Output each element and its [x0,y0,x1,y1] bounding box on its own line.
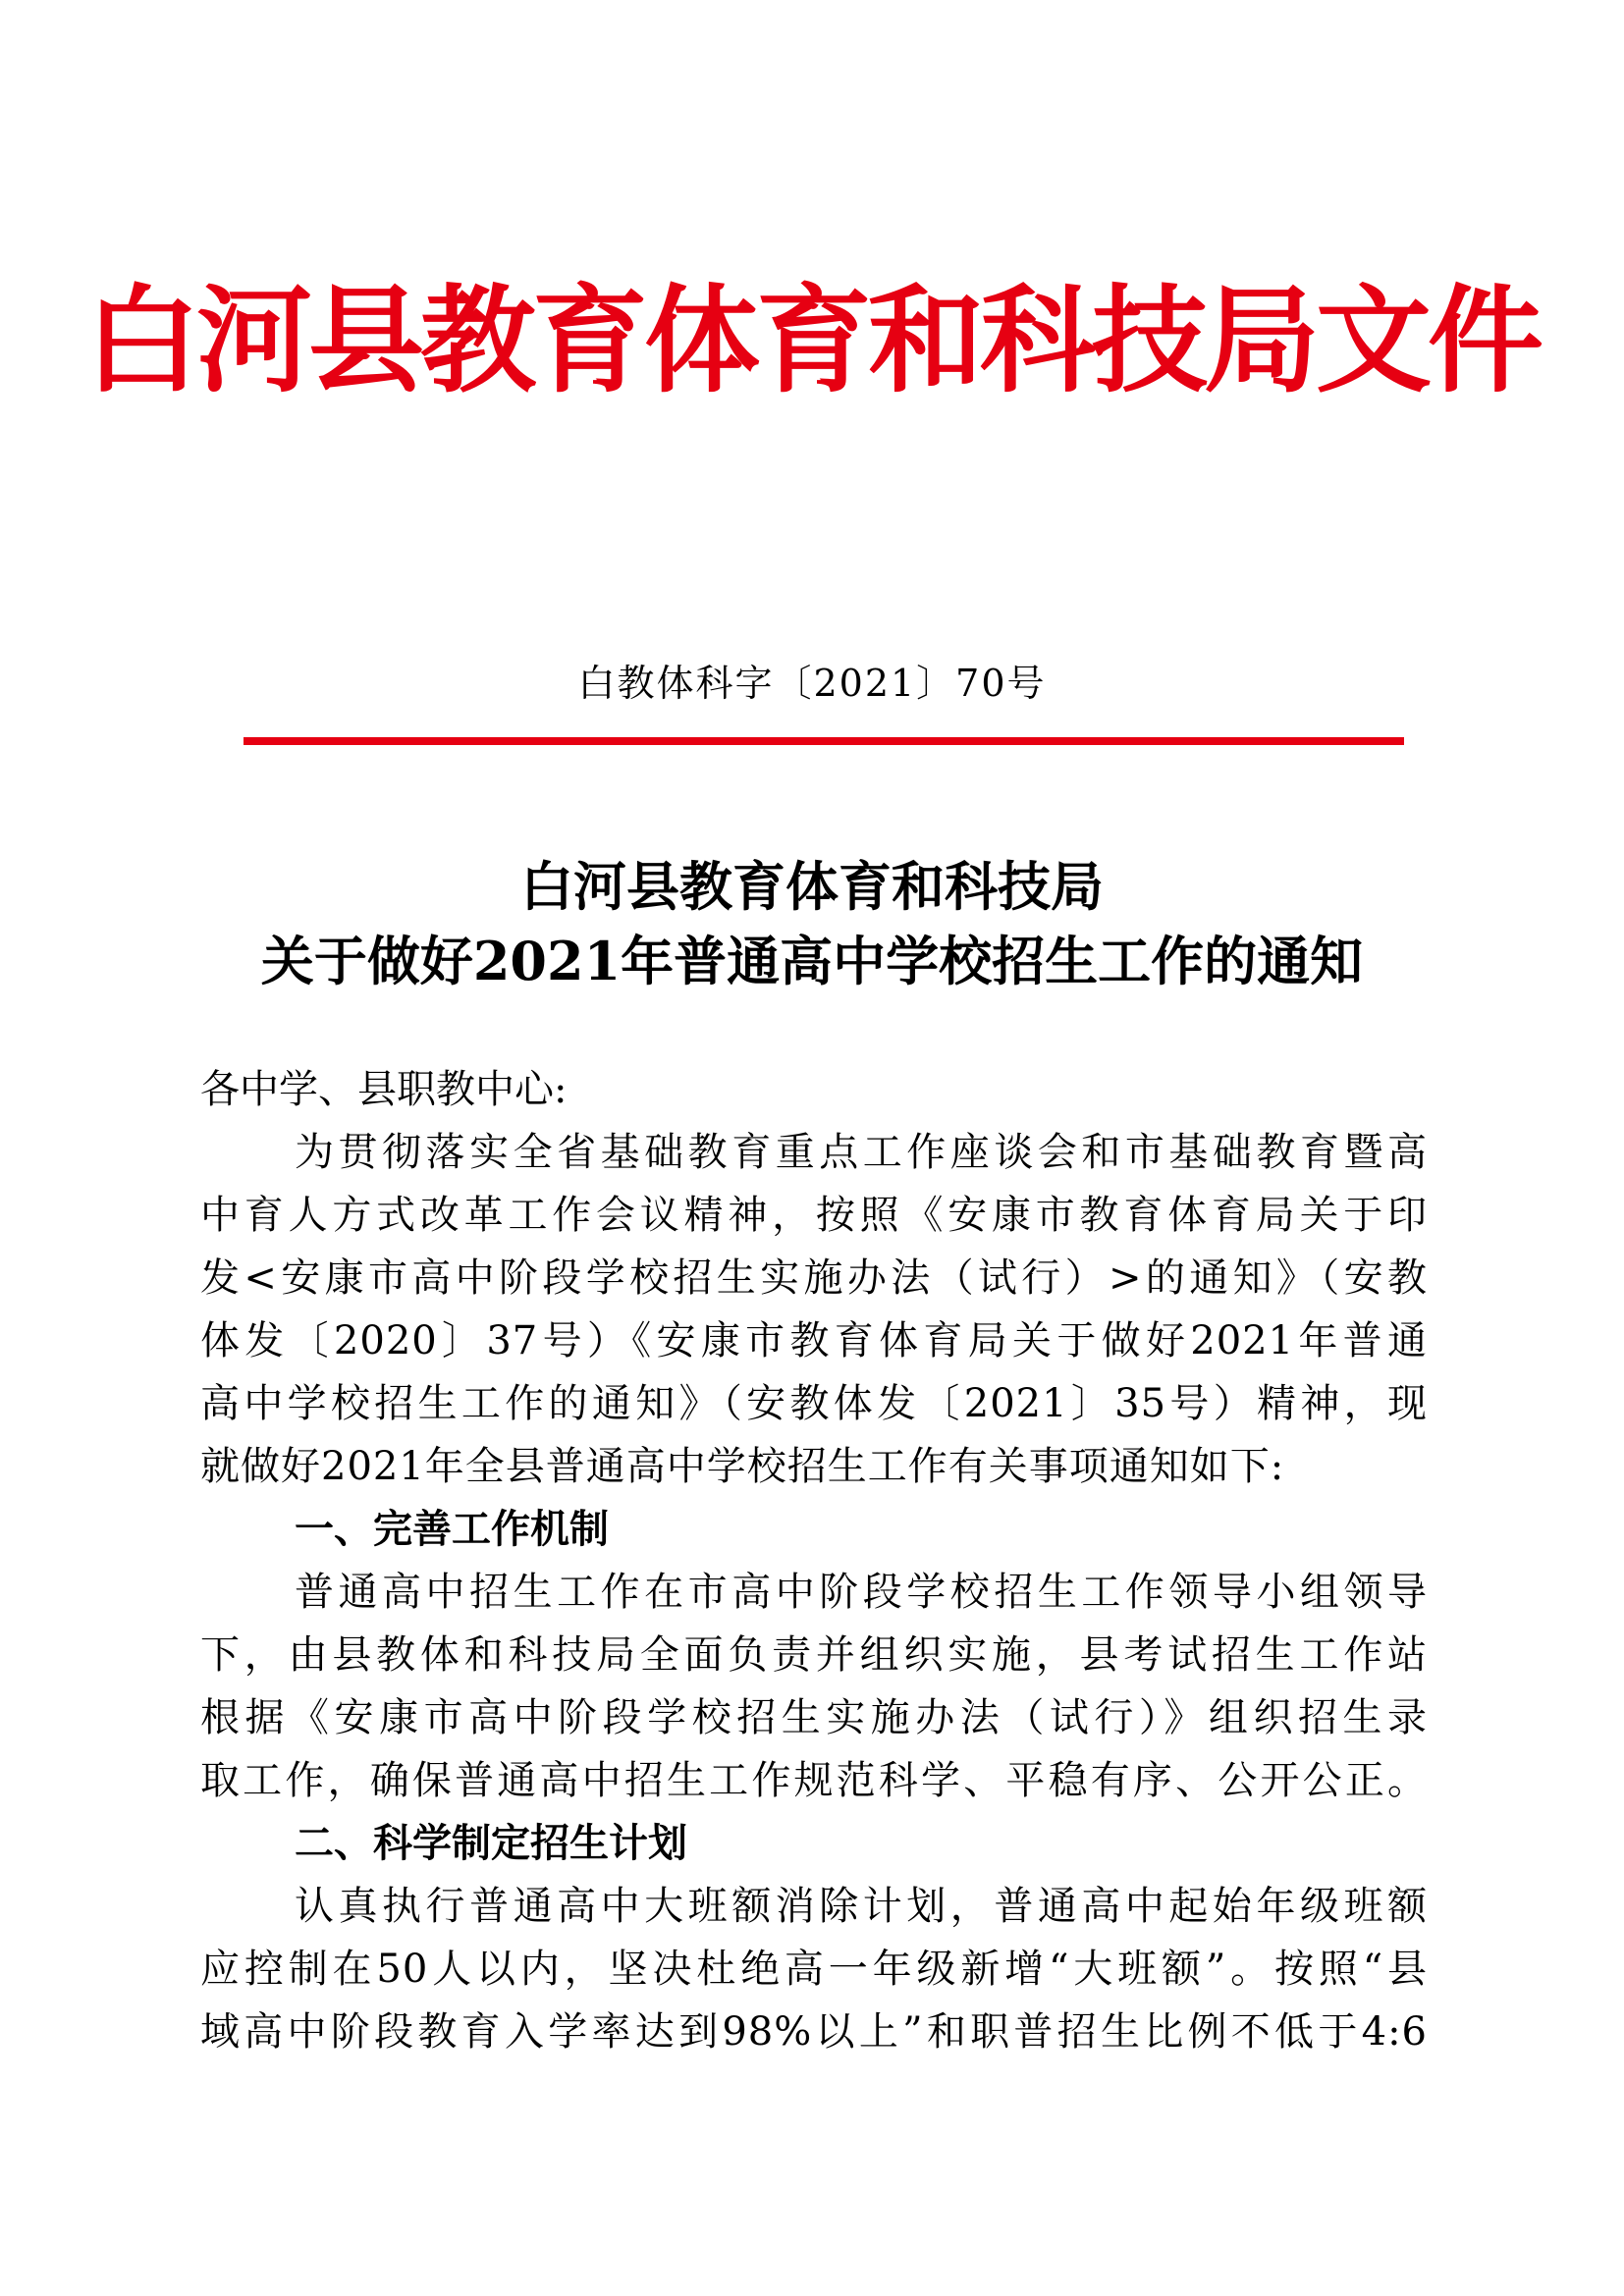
intro-line: 发<安康市高中阶段学校招生实施办法（试行）>的通知》（安教 [200,1255,1428,1301]
intro-line: 为贯彻落实全省基础教育重点工作座谈会和市基础教育暨高 [295,1130,1428,1175]
paragraph-line: 普通高中招生工作在市高中阶段学校招生工作领导小组领导 [295,1570,1428,1615]
intro-line: 就做好2021年全县普通高中学校招生工作有关事项通知如下: [200,1444,1285,1489]
paragraph-line: 下，由县教体和科技局全面负责并组织实施，县考试招生工作站 [200,1632,1428,1678]
intro-line: 中育人方式改革工作会议精神，按照《安康市教育体育局关于印 [200,1193,1428,1238]
intro-line: 高中学校招生工作的通知》（安教体发〔2021〕35号）精神，现 [200,1381,1428,1426]
red-divider-line [244,737,1404,745]
section-heading: 一、完善工作机制 [295,1507,609,1552]
salutation: 各中学、县职教中心: [200,1067,568,1112]
paragraph-line: 认真执行普通高中大班额消除计划，普通高中起始年级班额 [295,1884,1428,1929]
title-line-2: 关于做好2021年普通高中学校招生工作的通知 [260,930,1364,992]
document-masthead: 白河县教育体育和科技局文件 [83,273,1540,408]
paragraph-line: 域高中阶段教育入学率达到98%以上”和职普招生比例不低于4:6 [200,2009,1428,2055]
paragraph-line: 根据《安康市高中阶段学校招生实施办法（试行）》组织招生录 [200,1695,1428,1740]
paragraph-line: 取工作，确保普通高中招生工作规范科学、平稳有序、公开公正。 [200,1758,1428,1803]
section-heading: 二、科学制定招生计划 [295,1821,687,1866]
title-line-1: 白河县教育体育和科技局 [520,855,1104,918]
document-number: 白教体科字〔2021〕70号 [577,662,1047,705]
paragraph-line: 应控制在50人以内，坚决杜绝高一年级新增“大班额”。按照“县 [200,1947,1428,1992]
intro-line: 体发〔2020〕37号）《安康市教育体育局关于做好2021年普通 [200,1318,1428,1363]
